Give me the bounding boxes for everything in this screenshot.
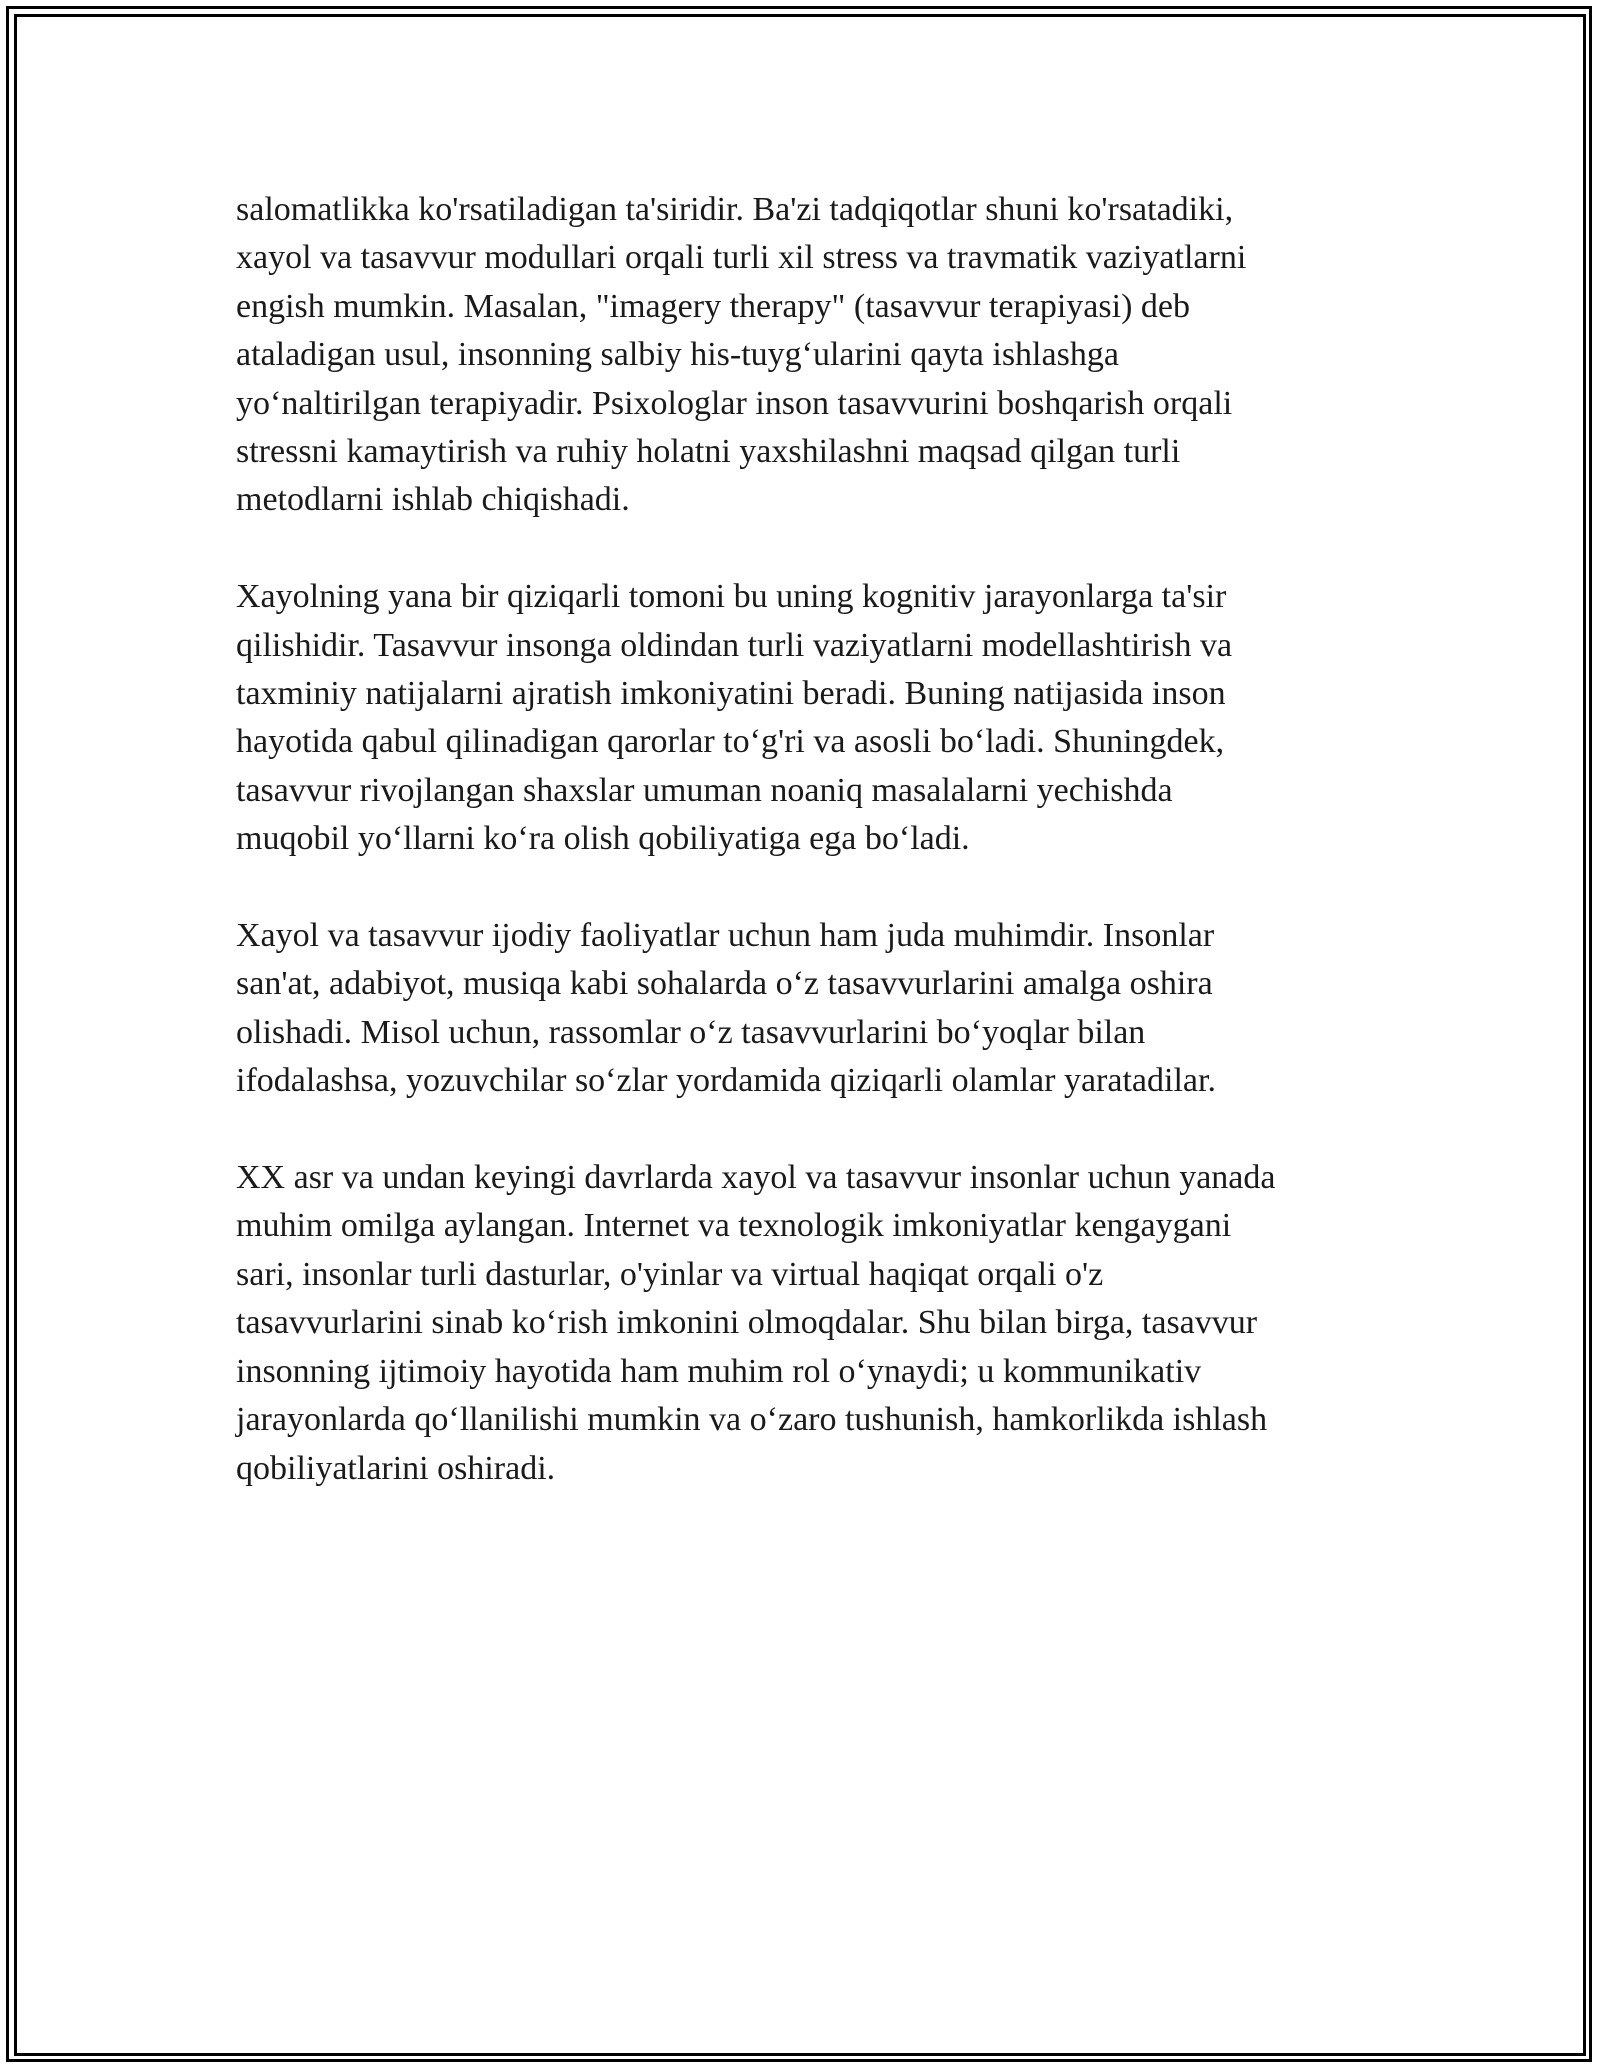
paragraph-1: salomatlikka ko'rsatiladigan ta'siridir. Ba'zi tadqiqotlar shuni ko'rsatadiki, xayol va tasavvur modullari orqali turli xil stress va travmatik vaziyatlarni engish mumkin. Masalan, "imagery therapy" (tasavvur terapiyasi) deb ataladigan usul, insonning salbiy his-tuyg‘ularini qayta ishlashga yo‘naltirilgan terapiyadir. Psixologlar inson tasavvurini boshqarish orqali stressni kamaytirish va ruhiy holatni yaxshilashni maqsad qilgan turli metodlarni ishlab chiqishadi. [236, 191, 1247, 519]
paragraph-3: Xayol va tasavvur ijodiy faoliyatlar uchun ham juda muhimdir. Insonlar san'at, adabiyot, musiqa kabi sohalarda o‘z tasavvurlarini amalga oshira olishadi. Misol uchun, rassomlar o‘z tasavvurlarini bo‘yoqlar bilan ifodalashsa, yozuvchilar so‘zlar yordamida qiziqarli olamlar yaratadilar. [236, 917, 1216, 1100]
document-body [236, 186, 1366, 1541]
paragraph-4: XX asr va undan keyingi davrlarda xayol va tasavvur insonlar uchun yanada muhim omilga aylangan. Internet va texnologik imkoniyatlar kengaygani sari, insonlar turli dasturlar, o'yinlar va virtual haqiqat orqali o'z tasavvurlarini sinab ko‘rish imkonini olmoqdalar. Shu bilan birga, tasavvur insonning ijtimoiy hayotida ham muhim rol o‘ynaydi; u kommunikativ jarayonlarda qo‘llanilishi mumkin va o‘zaro tushunish, hamkorlikda ishlash qobiliyatlarini oshiradi. [236, 1159, 1276, 1487]
paragraph-2: Xayolning yana bir qiziqarli tomoni bu uning kognitiv jarayonlarga ta'sir qilishidir. Tasavvur insonga oldindan turli vaziyatlarni modellashtirish va taxminiy natijalarni ajratish imkoniyatini beradi. Buning natijasida inson hayotida qabul qilinadigan qarorlar to‘g'ri va asosli bo‘ladi. Shuningdek, tasavvur rivojlangan shaxslar umuman noaniq masalalarni yechishda muqobil yo‘llarni ko‘ra olish qobiliyatiga ega bo‘ladi. [236, 578, 1233, 858]
